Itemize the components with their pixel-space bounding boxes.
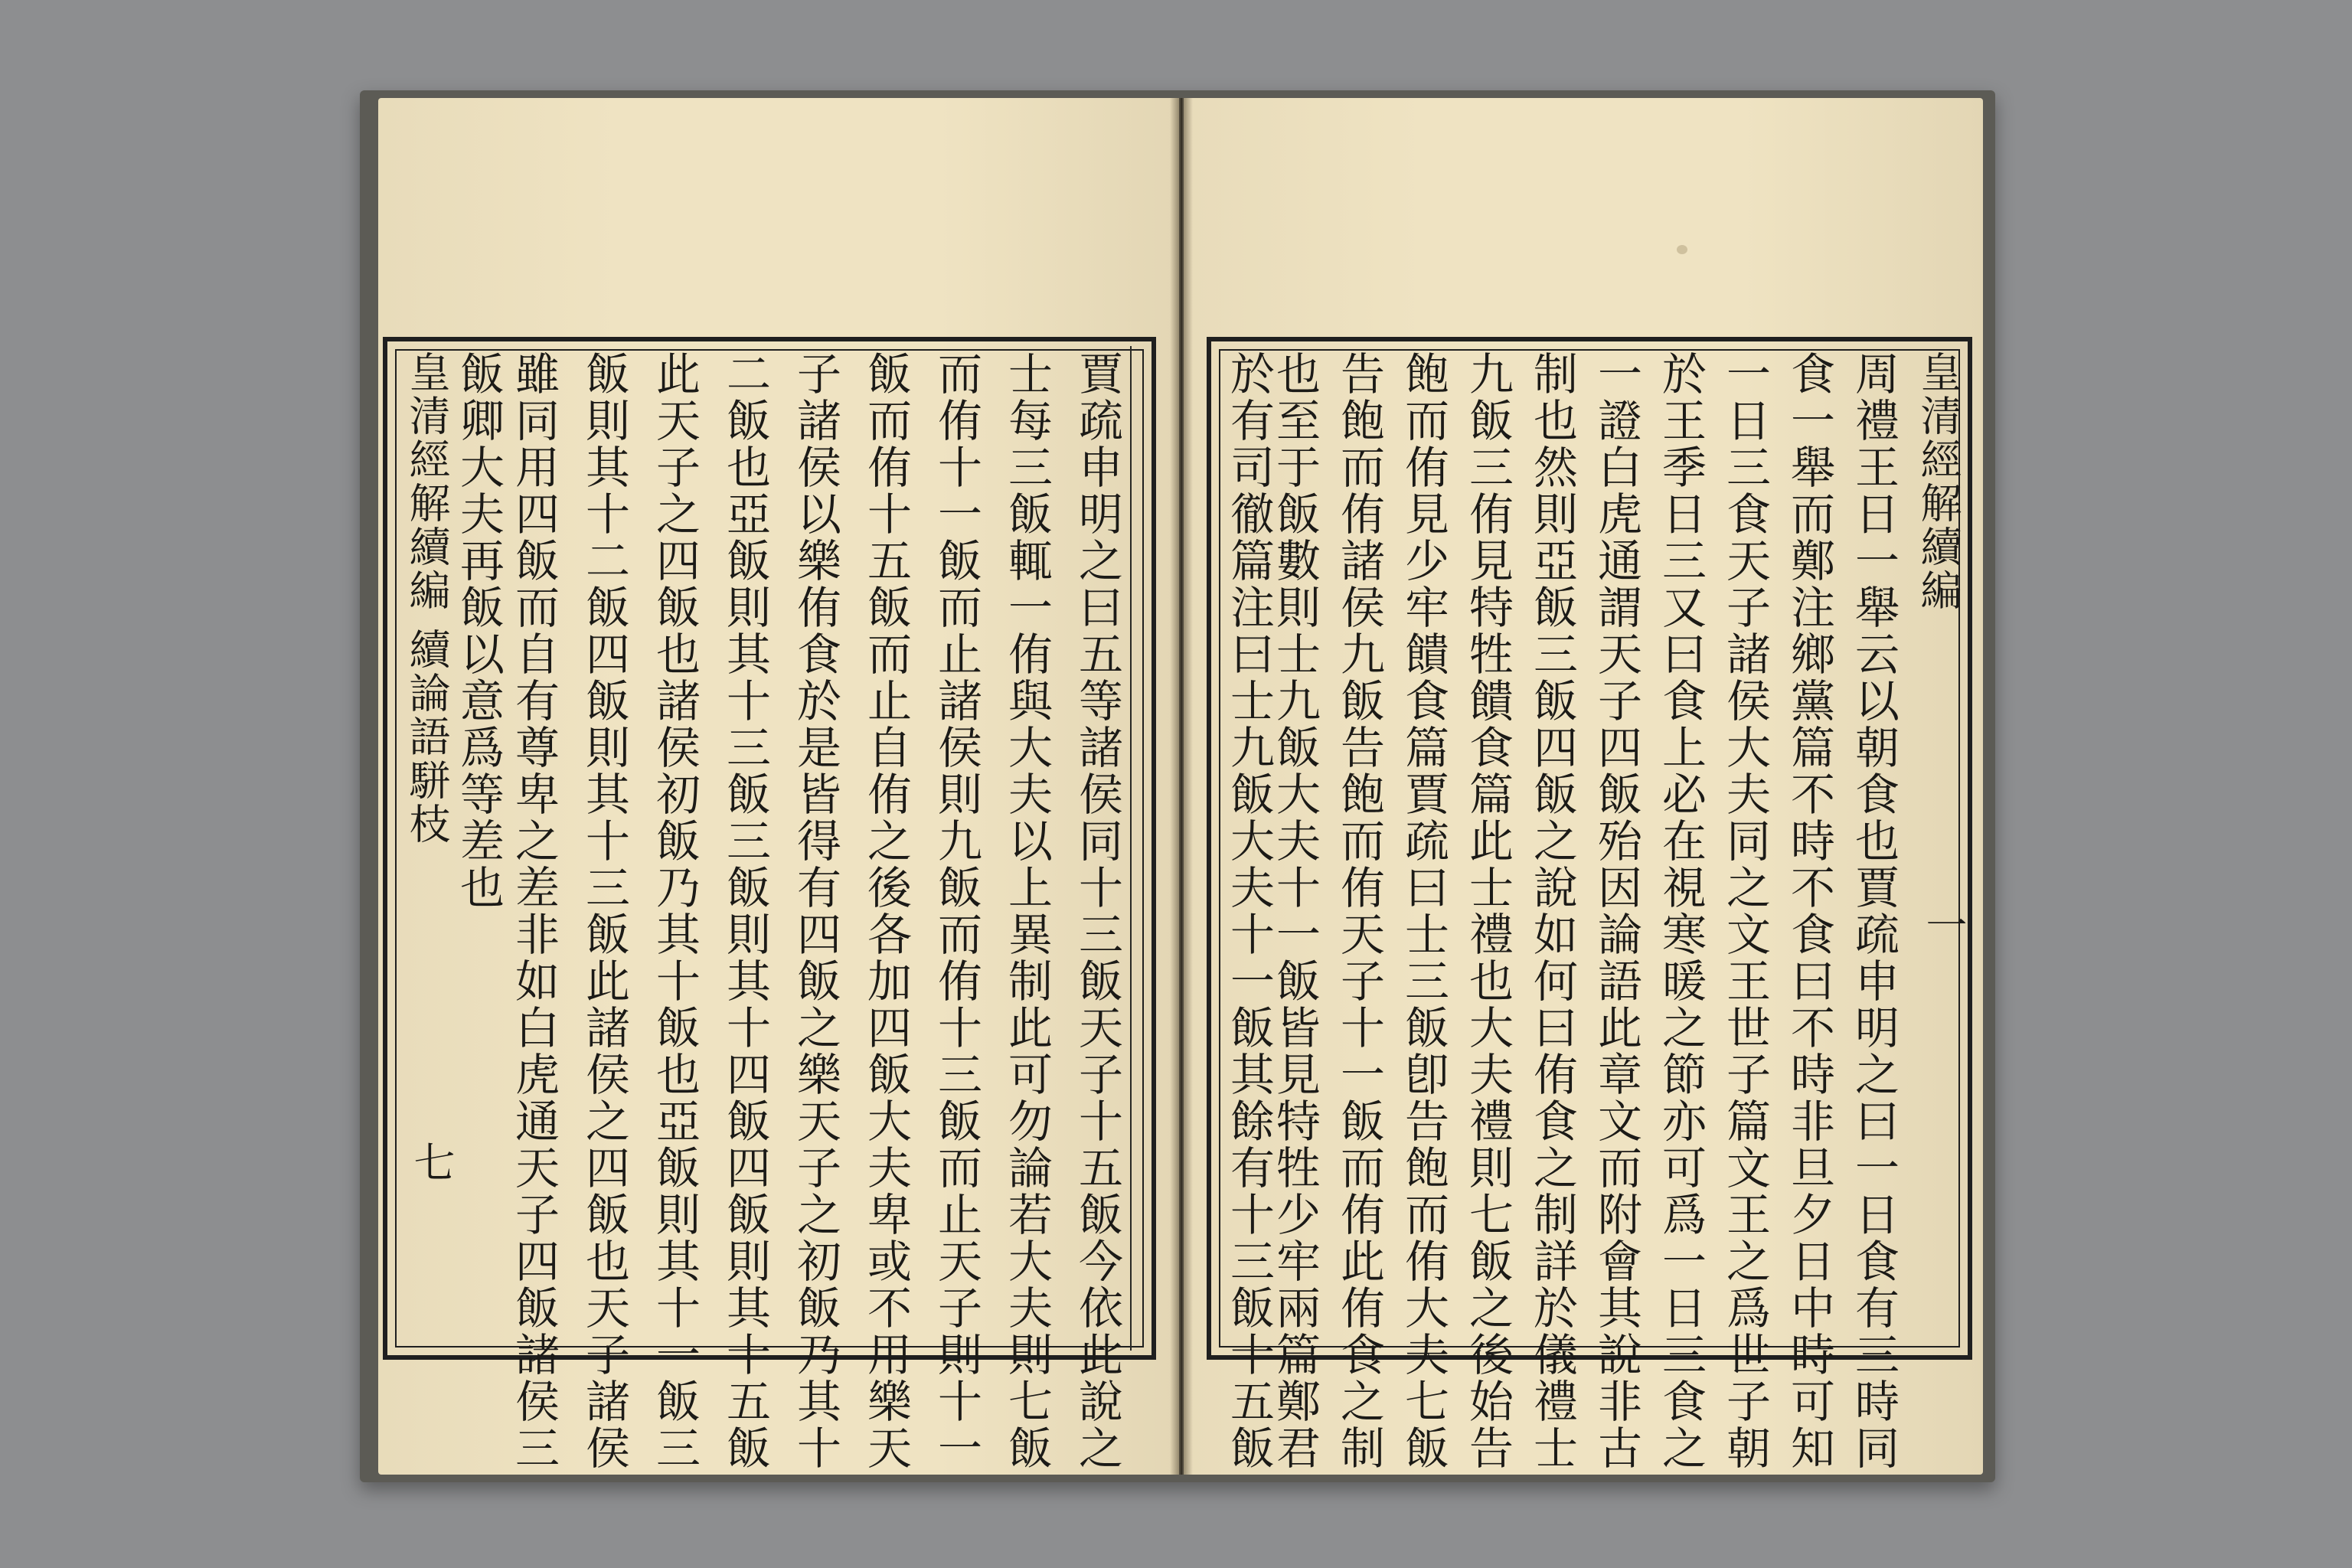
text-column: 一日三食天子諸侯大夫同之文王世子篇文王之爲世子朝 <box>1719 351 1771 1472</box>
text-column: 制也然則亞飯三飯四飯之說如何曰侑食之制詳於儀禮士 <box>1526 351 1578 1472</box>
left-header-title: 皇清經解續編 <box>403 351 451 612</box>
text-column: 此天子之四飯也諸侯初飯乃其十飯也亞飯則其十一飯三 <box>648 351 701 1472</box>
right-folio: 一 <box>1919 903 1968 945</box>
text-column: 二飯也亞飯則其十三飯三飯則其十四飯四飯則其十五飯 <box>719 351 771 1472</box>
text-column: 於王季日三又曰食上必在視寒暖之節亦可爲一日三食之 <box>1655 351 1707 1472</box>
stain-mark <box>1677 245 1687 254</box>
text-column: 飯卿大夫再飯以意爲等差也 <box>452 351 505 911</box>
left-header-sub: 續論語駢枝 <box>403 628 451 846</box>
text-column: 於有司徹篇注曰士九飯大夫十一飯其餘有十三飯十五飯 <box>1223 351 1275 1472</box>
left-folio: 七 <box>407 1141 456 1182</box>
page-gutter <box>1170 98 1193 1475</box>
text-column: 飽而侑見少牢饋食篇賈疏曰士三飯卽告飽而侑大夫七飯 <box>1397 351 1449 1472</box>
text-column: 飯而侑十五飯而止自侑之後各加四飯大夫卑或不用樂天 <box>860 351 912 1472</box>
text-column: 飯則其十二飯四飯則其十三飯此諸侯之四飯也天子諸侯 <box>578 351 630 1472</box>
text-column: 雖同用四飯而自有尊卑之差非如白虎通天子四飯諸侯三 <box>508 351 560 1472</box>
text-column: 九飯三侑見特牲饋食篇此士禮也大夫禮則七飯之後始告 <box>1462 351 1514 1472</box>
text-column: 周禮王日一舉云以朝食也賈疏申明之曰一日食有三時同 <box>1847 351 1900 1472</box>
text-column: 告飽而侑諸侯九飯告飽而侑天子十一飯而侑此侑食之制 <box>1333 351 1385 1472</box>
left-frame-divider <box>1130 346 1132 1351</box>
text-column: 一證白虎通謂天子四飯殆因論語此章文而附會其說非古 <box>1590 351 1642 1472</box>
right-header-title: 皇清經解續編 <box>1914 351 1962 612</box>
text-column: 也至于飯數則士九飯大夫十一飯皆見特牲少牢兩篇鄭君 <box>1269 351 1321 1472</box>
text-column: 士每三飯輒一侑與大夫以上異制此可勿論若大夫則七飯 <box>1001 351 1053 1472</box>
text-column: 子諸侯以樂侑食於是皆得有四飯之樂天子之初飯乃其十 <box>789 351 841 1472</box>
text-column: 賈疏申明之曰五等諸侯同十三飯天子十五飯今依此說之 <box>1071 351 1123 1472</box>
text-column: 食一舉而鄭注鄉黨篇不時不食曰不時非旦夕日中時可知 <box>1783 351 1835 1472</box>
text-column: 而侑十一飯而止諸侯則九飯而侑十三飯而止天子則十一 <box>930 351 982 1472</box>
